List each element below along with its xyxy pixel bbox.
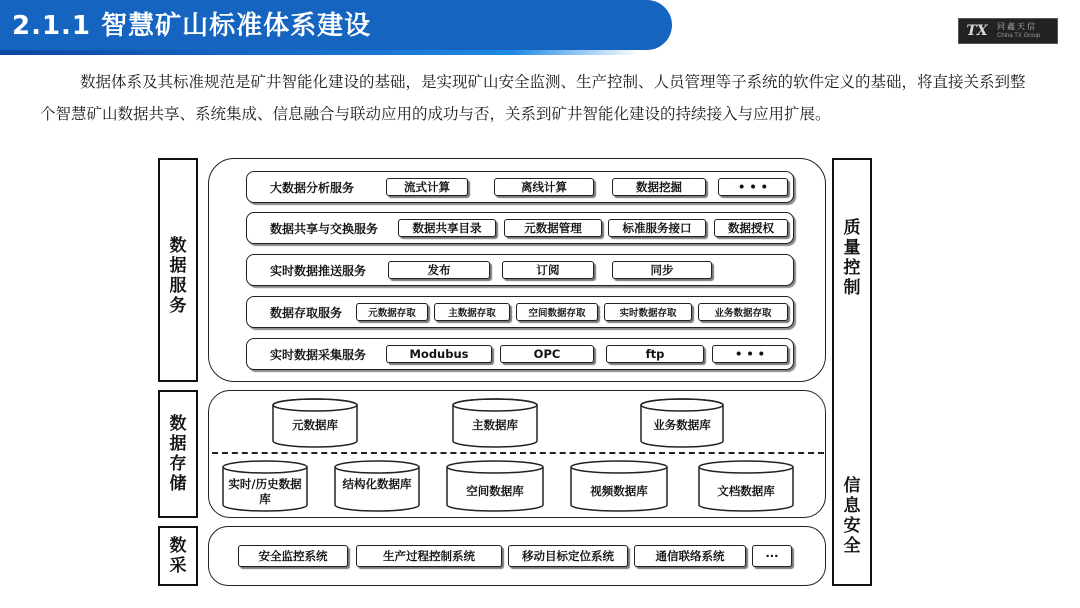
service-item: 标准服务接口 [608, 219, 706, 237]
database-cylinder [446, 460, 544, 512]
service-item: • • • [712, 345, 788, 363]
company-logo [958, 18, 1058, 44]
collection-system: 生产过程控制系统 [356, 545, 502, 567]
service-item: • • • [718, 178, 788, 196]
service-item: 实时数据存取 [604, 303, 692, 321]
label-data-collection [158, 526, 198, 586]
service-item: ftp [606, 345, 704, 363]
database-label: 文档数据库 [717, 484, 775, 498]
service-item: Modubus [386, 345, 492, 363]
label-quality-control-text: 质量控制 [843, 218, 861, 298]
label-data-storage [158, 390, 198, 518]
collection-system: 安全监控系统 [238, 545, 348, 567]
service-row-label: 数据共享与交换服务 [270, 222, 379, 236]
collection-system: 通信联络系统 [634, 545, 746, 567]
database-cylinder [698, 460, 794, 512]
database-label [342, 477, 412, 492]
service-row-label: 实时数据采集服务 [270, 348, 367, 362]
database-cylinder [570, 460, 668, 512]
service-item: 流式计算 [386, 178, 468, 196]
service-item: 订阅 [502, 261, 594, 279]
label-data-storage-text: 数据存储 [169, 414, 187, 494]
collection-system: 移动目标定位系统 [508, 545, 628, 567]
database-cylinder [272, 398, 358, 448]
service-item: 数据挖掘 [612, 178, 706, 196]
service-item: 发布 [388, 261, 490, 279]
service-item: 同步 [612, 261, 712, 279]
collection-system: ··· [752, 545, 792, 567]
database-cylinder [640, 398, 724, 448]
logo-name-en: China TX Group [997, 33, 1041, 39]
database-label-text: 实时/历史数据库 [228, 477, 302, 506]
logo-text [995, 22, 1040, 40]
service-row-label: 数据存取服务 [270, 306, 343, 320]
database-label: 元数据库 [292, 418, 338, 432]
service-item: 空间数据存取 [516, 303, 598, 321]
database-cylinder [452, 398, 538, 448]
database-label: 视频数据库 [590, 484, 648, 498]
service-item: 元数据管理 [504, 219, 602, 237]
service-item: 元数据存取 [356, 303, 428, 321]
logo-name-cn: 同鑫天信 [997, 22, 1037, 31]
database-label: 主数据库 [472, 418, 518, 432]
service-item: 数据共享目录 [398, 219, 496, 237]
service-item: 离线计算 [494, 178, 594, 196]
storage-divider [212, 452, 824, 454]
service-row-label: 实时数据推送服务 [270, 264, 367, 278]
label-data-collection-text: 数采 [169, 536, 187, 576]
page-title: 2.1.1 智慧矿山标准体系建设 [12, 11, 372, 41]
header-band-edge [0, 50, 640, 55]
label-quality-security [832, 158, 872, 586]
intro-paragraph: 数据体系及其标准规范是矿井智能化建设的基础，是实现矿山安全监测、生产控制、人员管理等子系统的软件定义的基础，将直接关系到整个智慧矿山数据共享、系统集成、信息融合与联动应用的成功与否，关系到矿井智能化建设的持续接入与应用扩展。 [40, 73, 1026, 123]
label-info-security-text: 信息安全 [843, 476, 861, 556]
service-row-label: 大数据分析服务 [270, 181, 355, 195]
service-item: 数据授权 [714, 219, 788, 237]
database-label-text: 结构化数据库 [342, 477, 412, 491]
logo-mark: TX [966, 23, 988, 39]
database-label: 空间数据库 [466, 484, 524, 498]
label-data-service [158, 158, 198, 382]
database-cylinder [334, 460, 420, 512]
database-cylinder [222, 460, 308, 512]
service-item: 主数据存取 [434, 303, 510, 321]
service-item: 业务数据存取 [698, 303, 788, 321]
database-label [228, 477, 302, 507]
database-label: 业务数据库 [653, 418, 711, 432]
service-item: OPC [500, 345, 594, 363]
label-data-service-text: 数据服务 [169, 236, 187, 316]
